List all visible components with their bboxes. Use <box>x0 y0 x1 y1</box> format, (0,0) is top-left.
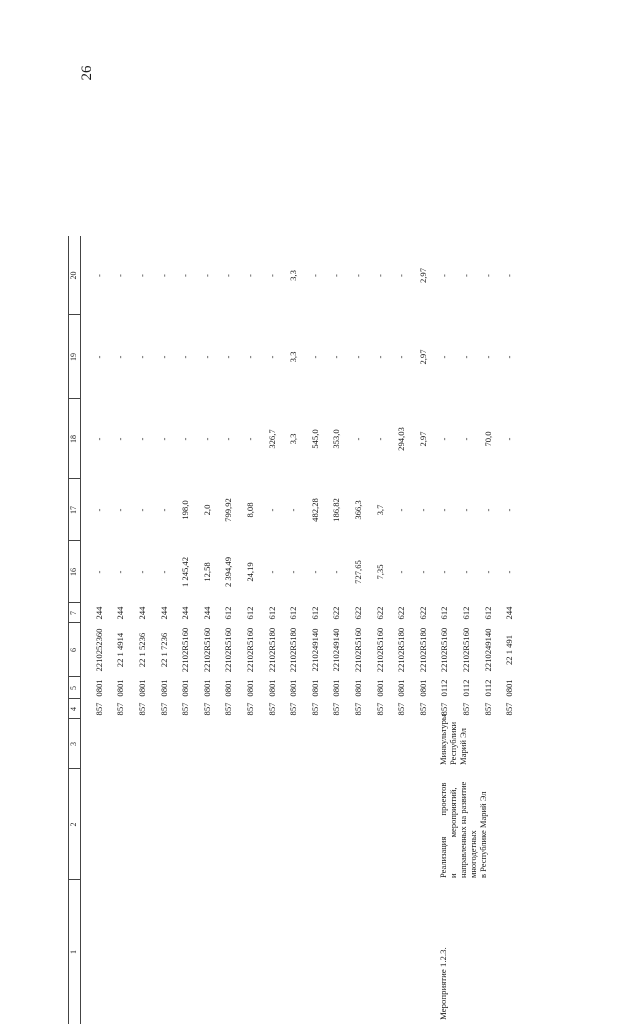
cell-c5: 0801 <box>136 679 147 697</box>
activity-number: Мероприятие 1.2.3. <box>437 947 448 1020</box>
cell-c5: 0801 <box>93 679 104 697</box>
cell-c16: 24,19 <box>244 562 255 582</box>
cell-c4: 857 <box>201 702 212 716</box>
cell-c7: 612 <box>266 606 277 620</box>
cell-c18: - <box>460 437 471 441</box>
cell-c7: 612 <box>288 606 299 620</box>
cell-c5: 0801 <box>504 679 515 697</box>
cell-c19: 2,97 <box>417 349 428 365</box>
cell-c5: 0801 <box>309 679 320 697</box>
cell-c5: 0801 <box>158 679 169 697</box>
cell-c7: 622 <box>352 606 363 620</box>
cell-c6: 22 1 491 <box>504 634 515 666</box>
cell-c20: - <box>396 274 407 277</box>
cell-c18: - <box>180 437 191 441</box>
cell-c6: 22102R5180 <box>288 627 299 673</box>
activity-name-line: многодетных <box>467 830 478 878</box>
cell-c20: 2,97 <box>417 267 428 284</box>
activity-name-line: в Республике Марий Эл <box>477 791 488 878</box>
cell-c20: - <box>115 274 126 277</box>
cell-c7: 622 <box>396 606 407 620</box>
cell-c5: 0801 <box>223 679 234 697</box>
cell-c17: - <box>482 508 493 512</box>
cell-c6: 22102R5160 <box>374 627 385 673</box>
cell-c5: 0801 <box>244 679 255 697</box>
cell-c6: 22102R5160 <box>223 627 234 673</box>
header-col-17: 17 <box>69 506 78 514</box>
cell-c18: - <box>93 437 104 441</box>
cell-c4: 857 <box>439 702 450 716</box>
cell-c4: 857 <box>396 702 407 716</box>
cell-c16: - <box>396 570 407 574</box>
cell-c16: - <box>417 570 428 574</box>
cell-c7: 244 <box>115 606 126 620</box>
cell-c19: - <box>396 355 407 359</box>
cell-c7: 612 <box>482 606 493 620</box>
cell-c16: - <box>460 570 471 574</box>
header-col-16: 16 <box>69 568 78 576</box>
cell-c5: 0801 <box>115 679 126 697</box>
cell-c18: 3,3 <box>288 433 299 445</box>
cell-c16: - <box>309 570 320 574</box>
cell-c19: - <box>460 355 471 359</box>
cell-c20: - <box>482 274 493 277</box>
cell-c5: 0801 <box>180 679 191 697</box>
cell-c7: 244 <box>180 606 191 620</box>
cell-c5: 0801 <box>374 679 385 697</box>
cell-c6: 22102R5160 <box>201 627 212 673</box>
cell-c17: 2,0 <box>201 504 212 516</box>
cell-c6: 22102R5160 <box>244 627 255 673</box>
cell-c4: 857 <box>331 702 342 716</box>
cell-c19: - <box>504 355 515 359</box>
cell-c20: - <box>504 274 515 277</box>
cell-c16: - <box>158 570 169 574</box>
cell-c17: - <box>158 508 169 512</box>
cell-c4: 857 <box>93 702 104 716</box>
cell-c17: - <box>266 508 277 512</box>
cell-c17: 799,92 <box>223 498 234 522</box>
cell-c7: 622 <box>374 606 385 620</box>
activity-name-line: направленных на развитие <box>457 781 468 878</box>
header-col-20: 20 <box>69 271 78 280</box>
cell-c18: 2,97 <box>417 431 428 447</box>
cell-c19: - <box>439 355 450 359</box>
cell-c7: 244 <box>93 606 104 620</box>
activity-name <box>438 770 488 878</box>
cell-c6: 22102R5160 <box>460 627 471 673</box>
cell-c18: 70,0 <box>482 431 493 447</box>
header-col-2: 2 <box>69 822 78 827</box>
cell-c20: - <box>136 274 147 277</box>
cell-c19: - <box>266 355 277 359</box>
cell-c16: - <box>93 570 104 574</box>
cell-c18: 294,03 <box>396 427 407 451</box>
cell-c20: - <box>266 274 277 277</box>
cell-c5: 0801 <box>288 679 299 697</box>
cell-c5: 0801 <box>201 679 212 697</box>
cell-c6: 22102R5160 <box>180 627 191 673</box>
activity-name-line: и мероприятий, <box>447 787 458 878</box>
cell-c20: - <box>352 274 363 277</box>
cell-c20: - <box>309 274 320 277</box>
activity-responsible <box>437 714 468 767</box>
cell-c17: - <box>136 508 147 512</box>
cell-c18: - <box>374 437 385 441</box>
cell-c20: 3,3 <box>288 270 299 281</box>
cell-c6: 22 1 4914 <box>115 632 126 668</box>
cell-c6: 2210252360 <box>93 628 104 672</box>
cell-c20: - <box>180 274 191 277</box>
cell-c6: 22102R5160 <box>439 627 450 673</box>
cell-c20: - <box>223 274 234 277</box>
cell-c17: 186,82 <box>331 498 342 522</box>
cell-c18: - <box>223 437 234 441</box>
cell-c5: 0801 <box>417 679 428 697</box>
cell-c5: 0112 <box>482 679 493 697</box>
cell-c5: 0112 <box>460 679 471 697</box>
cell-c4: 857 <box>374 702 385 716</box>
cell-c18: - <box>201 437 212 441</box>
cell-c16: 727,65 <box>352 560 363 584</box>
cell-c18: 545,0 <box>309 429 320 449</box>
cell-c5: 0112 <box>439 679 450 697</box>
cell-c19: - <box>223 355 234 359</box>
cell-c19: - <box>482 355 493 359</box>
cell-c4: 857 <box>482 702 493 716</box>
cell-c17: - <box>93 508 104 512</box>
cell-c6: 2210249140 <box>482 628 493 672</box>
cell-c17: - <box>504 508 515 512</box>
cell-c4: 857 <box>504 702 515 716</box>
cell-c4: 857 <box>266 702 277 716</box>
cell-c20: - <box>374 274 385 277</box>
cell-c16: 7,35 <box>374 564 385 580</box>
cell-c4: 857 <box>158 702 169 716</box>
cell-c17: - <box>288 508 299 512</box>
cell-c17: - <box>460 508 471 512</box>
cell-c16: - <box>288 570 299 574</box>
cell-c17: 3,7 <box>374 504 385 516</box>
header-col-7: 7 <box>69 611 78 615</box>
cell-c6: 22102R5180 <box>396 627 407 673</box>
budget-table <box>68 236 515 1024</box>
cell-c5: 0801 <box>352 679 363 697</box>
cell-c19: - <box>115 355 126 359</box>
cell-c17: - <box>396 508 407 512</box>
cell-c7: 244 <box>504 606 515 620</box>
cell-c5: 0801 <box>266 679 277 697</box>
activity-name-line: Реализация проектов <box>437 782 448 878</box>
row-divider <box>80 236 81 1024</box>
cell-c4: 857 <box>223 702 234 716</box>
cell-c19: - <box>309 355 320 359</box>
cell-c18: - <box>115 437 126 441</box>
cell-c4: 857 <box>352 702 363 716</box>
cell-c16: - <box>115 570 126 574</box>
cell-c18: - <box>244 437 255 441</box>
activity-responsible-line: Республики <box>447 721 458 765</box>
cell-c18: - <box>158 437 169 441</box>
cell-c4: 857 <box>288 702 299 716</box>
cell-c6: 22102R5160 <box>352 627 363 673</box>
cell-c4: 857 <box>115 702 126 716</box>
cell-c17: 482,28 <box>309 498 320 522</box>
cell-c19: - <box>352 355 363 359</box>
cell-c7: 612 <box>244 606 255 620</box>
cell-c5: 0801 <box>331 679 342 697</box>
cell-c20: - <box>439 274 450 277</box>
cell-c4: 857 <box>244 702 255 716</box>
cell-c16: 12,58 <box>201 562 212 582</box>
document-table-rotated <box>68 236 515 1024</box>
cell-c17: - <box>439 508 450 512</box>
header-col-1: 1 <box>69 950 78 954</box>
cell-c18: - <box>136 437 147 441</box>
cell-c7: 244 <box>201 606 212 620</box>
cell-c19: - <box>158 355 169 359</box>
cell-c7: 244 <box>136 606 147 620</box>
cell-c4: 857 <box>460 702 471 716</box>
cell-c17: 198,0 <box>180 500 191 520</box>
cell-c19: 3,3 <box>288 351 299 363</box>
cell-c17: - <box>417 508 428 512</box>
cell-c16: - <box>504 570 515 574</box>
cell-c18: 353,0 <box>331 429 342 449</box>
cell-c20: - <box>201 274 212 277</box>
header-col-6: 6 <box>69 648 78 652</box>
cell-c18: 326,7 <box>266 429 277 449</box>
cell-c19: - <box>201 355 212 359</box>
cell-c20: - <box>158 274 169 277</box>
cell-c6: 22 1 5236 <box>136 632 147 668</box>
cell-c16: 2 394,49 <box>223 556 234 588</box>
header-col-18: 18 <box>69 435 78 443</box>
cell-c6: 22 1 7236 <box>158 632 169 668</box>
cell-c7: 622 <box>331 606 342 620</box>
cell-c20: - <box>331 274 342 277</box>
cell-c19: - <box>331 355 342 359</box>
cell-c19: - <box>93 355 104 359</box>
cell-c7: 622 <box>417 606 428 620</box>
cell-c16: - <box>136 570 147 574</box>
cell-c19: - <box>136 355 147 359</box>
cell-c17: 8,08 <box>244 502 255 518</box>
header-col-5: 5 <box>69 686 78 690</box>
cell-c17: - <box>115 508 126 512</box>
cell-c5: 0801 <box>396 679 407 697</box>
cell-c19: - <box>244 355 255 359</box>
cell-c6: 22102R5180 <box>417 627 428 673</box>
cell-c18: - <box>352 437 363 441</box>
cell-c7: 612 <box>439 606 450 620</box>
cell-c4: 857 <box>417 702 428 716</box>
header-col-3: 3 <box>69 742 78 746</box>
cell-c18: - <box>439 437 450 441</box>
cell-c16: - <box>266 570 277 574</box>
cell-c16: - <box>439 570 450 574</box>
header-col-4: 4 <box>69 707 78 711</box>
cell-c16: - <box>482 570 493 574</box>
page-number: 26 <box>79 65 95 81</box>
activity-responsible-line: Марий Эл <box>457 728 468 765</box>
activity-responsible-line: Минкультуры <box>437 714 448 765</box>
cell-c18: - <box>504 437 515 441</box>
cell-c16: - <box>331 570 342 574</box>
cell-c16: 1 245,42 <box>180 556 191 588</box>
cell-c19: - <box>374 355 385 359</box>
cell-c7: 612 <box>460 606 471 620</box>
cell-c20: - <box>93 274 104 277</box>
cell-c6: 22102R5180 <box>266 627 277 673</box>
header-col-19: 19 <box>69 353 78 361</box>
cell-c4: 857 <box>180 702 191 716</box>
cell-c20: - <box>460 274 471 277</box>
cell-c17: 366,3 <box>352 500 363 520</box>
cell-c19: - <box>180 355 191 359</box>
cell-c4: 857 <box>136 702 147 716</box>
cell-c7: 612 <box>309 606 320 620</box>
cell-c7: 612 <box>223 606 234 620</box>
cell-c6: 2210249140 <box>331 628 342 672</box>
cell-c20: - <box>244 274 255 277</box>
cell-c6: 2210249140 <box>309 628 320 672</box>
cell-c4: 857 <box>309 702 320 716</box>
cell-c7: 244 <box>158 606 169 620</box>
